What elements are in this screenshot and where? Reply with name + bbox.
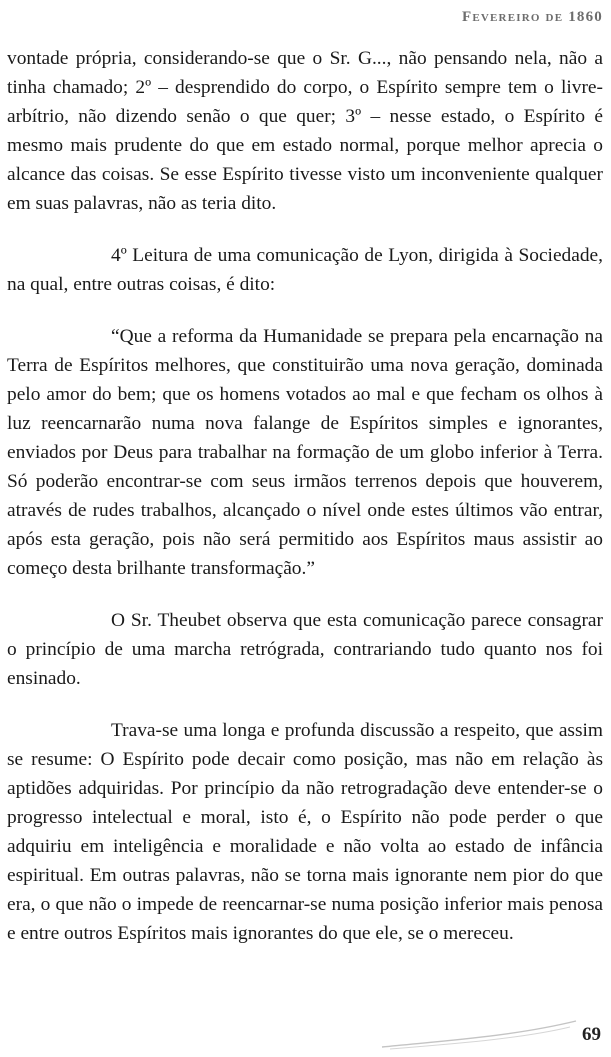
paragraph-discussion: Trava-se uma longa e profunda discussão a respeito, que assim se resume: O Espírito pode decair como posição, mas não em relação às aptidões adquiridas. Por princípio da não retrogradação deve entender-se o progresso intelectual e moral, isto é, o Espírito não pode perder o que adquiriu em inteligência e moralidade e não volta ao estado de infância espiritual. Em outras palavras, não se torna mais ignorante nem pior do que era, o que não o impede de reencarnar-se numa posição inferior mais penosa e entre outros Espíritos mais ignorantes do que ele, se o mereceu. — [7, 720, 603, 944]
page-body — [7, 44, 603, 971]
paragraph-item-4: 4º Leitura de uma comunicação de Lyon, dirigida à Sociedade, na qual, entre outras coisas, é dito: — [7, 245, 603, 295]
paragraph-theubet: O Sr. Theubet observa que esta comunicação parece consagrar o princípio de uma marcha retrógrada, contrariando tudo quanto nos foi ensinado. — [7, 610, 603, 689]
page-number: 69 — [582, 1024, 601, 1045]
paragraph-quote: “Que a reforma da Humanidade se prepara pela encarnação na Terra de Espíritos melhores, que constituirão uma nova geração, dominada pelo amor do bem; que os homens votados ao mal e que fecham os olhos à luz reencarnarão numa nova falange de Espíritos simples e ignorantes, enviados por Deus para trabalhar na formação de um globo inferior à Terra. Só poderão encontrar-se com seus irmãos terrenos depois que houverem, através de rudes trabalhos, alcançado o nível onde estes últimos vão entrar, após esta geração, pois não será permitido aos Espíritos maus assistir ao começo desta brilhante transformação.” — [7, 326, 603, 579]
paragraph-continuation: vontade própria, considerando-se que o Sr. G..., não pensando nela, não a tinha chamado; 2º – desprendido do corpo, o Espírito sempre tem o livre-arbítrio, não dizendo senão o que quer; 3º – nesse estado, o Espírito é mesmo mais prudente do que em estado normal, porque melhor aprecia o alcance das coisas. Se esse Espírito tivesse visto um inconveniente qualquer em suas palavras, não as teria dito. — [7, 48, 603, 214]
swoosh-ornament-icon — [380, 1017, 580, 1051]
running-header: Fevereiro de 1860 — [461, 9, 603, 25]
